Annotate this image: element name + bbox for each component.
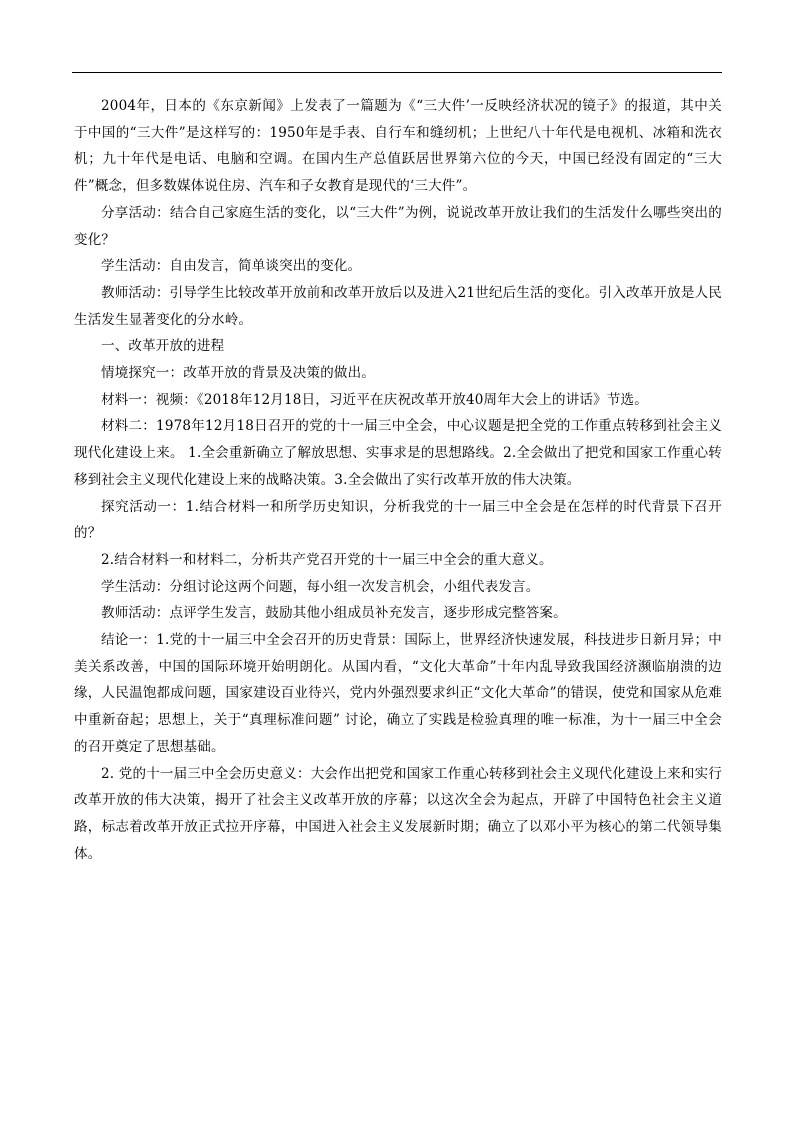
- paragraph-student-activity-2: 学生活动：分组讨论这两个问题，每小组一次发言机会，小组代表发言。: [101, 578, 540, 595]
- paragraph-exploration-activity-q1: 探究活动一：1.结合材料一和所学历史知识，分析我党的十一届三中全会是在怎样的时代背景下召开的？: [74, 498, 722, 542]
- paragraph-exploration-activity-q2: 2.结合材料一和材料二，分析共产党召开党的十一届三中全会的重大意义。: [101, 551, 553, 568]
- paragraph-material-one: 材料一：视频：《2018年12月18日，习近平在庆祝改革开放40周年大会上的讲话》节选。: [101, 391, 648, 408]
- paragraph-intro-three-big-items: 2004年，日本的《东京新闻》上发表了一篇题为《“三大件’一反映经济状况的镜子》的报道，其中关于中国的“三大件”是这样写的：1950年是手表、自行车和缝纫机；上世纪八十年代是电视机、冰箱和洗衣机；九十年代是电话、电脑和空调。在国内生产总值跃居世界第六位的今天，中国已经没有固定的“三大件”概念，但多数媒体说住房、汽车和子女教育是现代的‘三大件”。: [74, 98, 722, 195]
- header-rule: [72, 72, 722, 73]
- section-heading-reform-process: 一、改革开放的进程: [101, 338, 225, 355]
- paragraph-material-two: 材料二：1978年12月18日召开的党的十一届三中全会，中心议题是把全党的工作重点转移到社会主义现代化建设上来。 1.全会重新确立了解放思想、实事求是的思想路线。2.全会做出了把党和国家工作重心转移到社会主义现代化建设上来的战略决策。3.全会做出了实行改革开放的伟大决策。: [74, 418, 722, 488]
- paragraph-student-activity-1: 学生活动：自由发言，简单谈突出的变化。: [101, 258, 362, 275]
- paragraph-sharing-activity: 分享活动：结合自己家庭生活的变化，以“三大件”为例，说说改革开放让我们的生活发什么哪些突出的变化？: [74, 204, 722, 248]
- paragraph-conclusion-significance: 2. 党的十一届三中全会历史意义：大会作出把党和国家工作重心转移到社会主义现代化建设上来和实行改革开放的伟大决策，揭开了社会主义改革开放的序幕；以这次全会为起点，开辟了中国特色社会主义道路，标志着改革开放正式拉开序幕，中国进入社会主义发展新时期；确立了以邓小平为核心的第二代领导集体。: [74, 765, 722, 862]
- document-body: [74, 93, 722, 867]
- paragraph-inquiry-one: 情境探究一：改革开放的背景及决策的做出。: [101, 365, 375, 382]
- paragraph-conclusion-background: 结论一：1.党的十一届三中全会召开的历史背景：国际上，世界经济快速发展，科技进步日新月异；中美关系改善，中国的国际环境开始明朗化。从国内看，“文化大革命”十年内乱导致我国经济濒临崩溃的边缘，人民温饱都成问题，国家建设百业待兴，党内外强烈要求纠正“文化大革命”的错误，使党和国家从危难中重新奋起；思想上，关于“真理标准问题” 讨论，确立了实践是检验真理的唯一标准，为十一届三中全会的召开奠定了思想基础。: [74, 632, 722, 755]
- paragraph-teacher-activity-1: 教师活动：引导学生比较改革开放前和改革开放后以及进入21世纪后生活的变化。引入改革开放是人民生活发生显著变化的分水岭。: [74, 284, 722, 328]
- paragraph-teacher-activity-2: 教师活动：点评学生发言，鼓励其他小组成员补充发言，逐步形成完整答案。: [101, 605, 567, 622]
